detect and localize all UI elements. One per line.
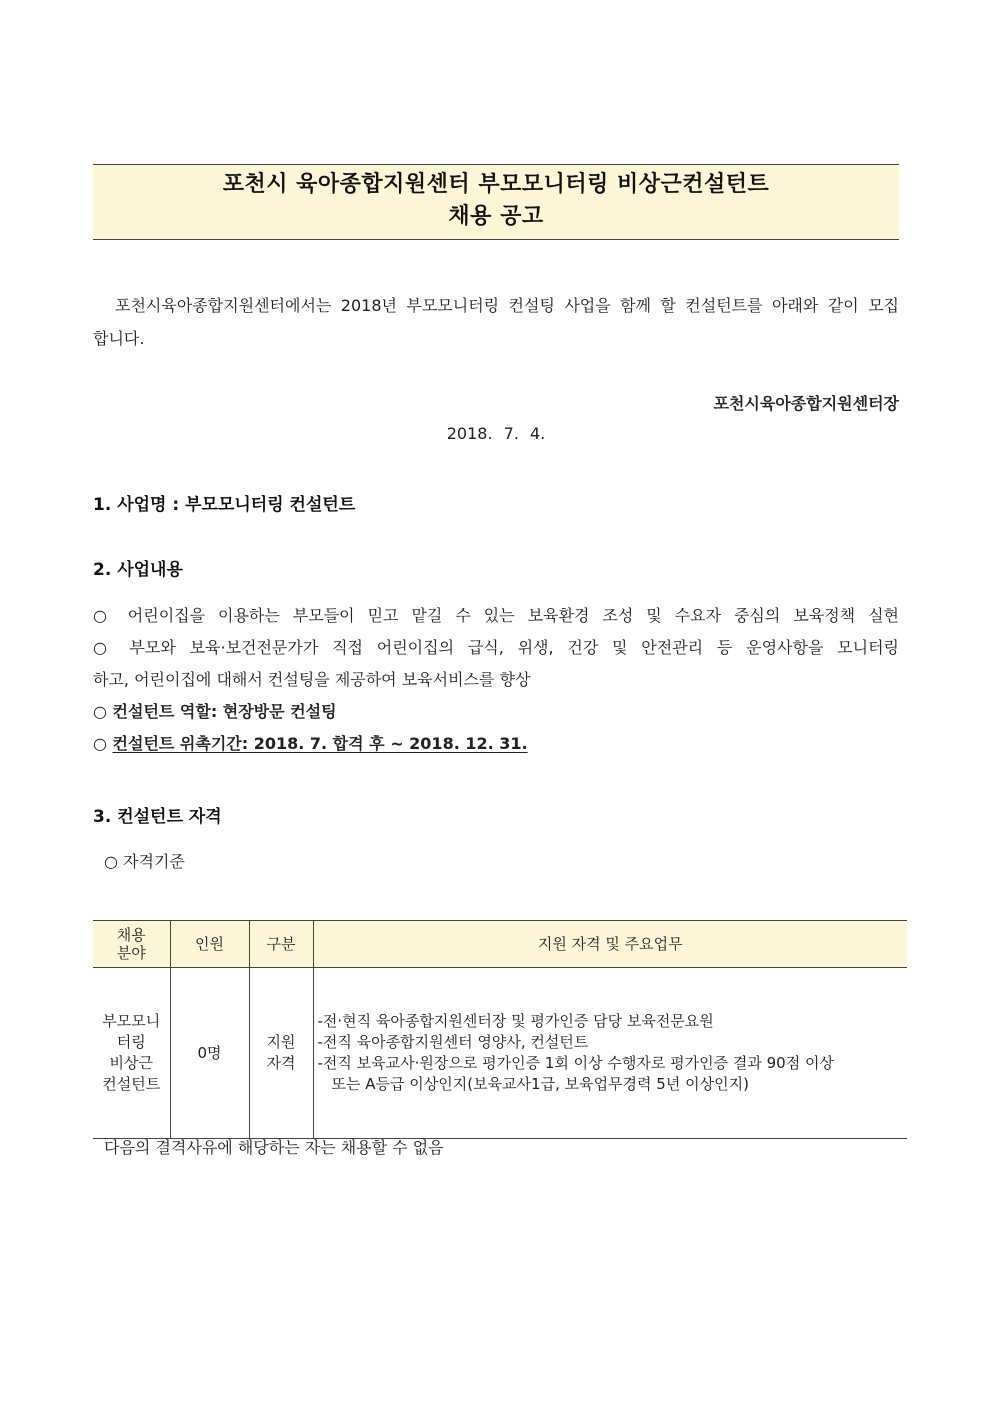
qualification-table	[93, 920, 907, 1139]
section-3-heading: 3. 컨설턴트 자격	[93, 807, 222, 827]
duty-line: 또는 A등급 이상인지(보육교사1급, 보육업무경력 5년 이상인지)	[331, 1075, 749, 1093]
header-duties: 지원 자격 및 주요업무	[313, 921, 907, 968]
section-1-heading: 1. 사업명 : 부모모니터링 컨설턴트	[93, 495, 356, 515]
disqualification-note: 다음의 결격사유에 해당하는 자는 채용할 수 없음	[104, 1138, 444, 1157]
title-box	[93, 164, 899, 240]
header-field: 채용 분야	[93, 921, 170, 968]
bullet-item-period	[93, 728, 899, 760]
signature: 포천시육아종합지원센터장	[713, 394, 899, 413]
period-text: 컨설턴트 위촉기간: 2018. 7. 합격 후 ~ 2018. 12. 31.	[112, 734, 528, 753]
page-title: 포천시 육아종합지원센터 부모모니터링 비상근컨설턴트	[222, 172, 770, 197]
cell-count: 0명	[170, 968, 249, 1139]
duty-line: -전직 보육교사·원장으로 평가인증 1회 이상 수행자로 평가인증 결과 90점 이상	[317, 1054, 834, 1072]
duty-line: -전직 육아종합지원센터 영양사, 컨설턴트	[317, 1033, 589, 1051]
page-subtitle: 채용 공고	[448, 204, 544, 229]
cell-category: 지원 자격	[249, 968, 313, 1139]
cell-field: 부모모니 터링 비상근 컨설턴트	[93, 968, 170, 1139]
announcement-date: 2018. 7. 4.	[446, 424, 546, 443]
intro-paragraph: 포천시육아종합지원센터에서는 2018년 부모모니터링 컨설팅 사업을 함께 할 컨설턴트를 아래와 같이 모집합니다.	[93, 296, 899, 348]
qualification-subheading: ○ 자격기준	[104, 852, 185, 871]
cell-duties	[313, 968, 907, 1139]
bullet-item: ○ 부모와 보육·보건전문가가 직접 어린이집의 급식, 위생, 건강 및 안전관리 등 운영사항을 모니터링	[93, 638, 899, 657]
header-category: 구분	[249, 921, 313, 968]
bullet-item-role: ○ 컨설턴트 역할: 현장방문 컨설팅	[93, 702, 337, 721]
bullet-marker: ○	[93, 734, 113, 753]
bullet-item: ○ 어린이집을 이용하는 부모들이 믿고 맡길 수 있는 보육환경 조성 및 수요자 중심의 보육정책 실현	[93, 606, 899, 625]
table-header-row	[93, 921, 907, 968]
section-2-heading: 2. 사업내용	[93, 560, 183, 580]
bullet-item-continuation: 하고, 어린이집에 대해서 컨설팅을 제공하여 보육서비스를 향상	[93, 670, 531, 689]
section-2-bullets	[93, 600, 899, 760]
table-row	[93, 968, 907, 1139]
duty-line: -전·현직 육아종합지원센터장 및 평가인증 담당 보육전문요원	[317, 1012, 714, 1030]
header-count: 인원	[170, 921, 249, 968]
